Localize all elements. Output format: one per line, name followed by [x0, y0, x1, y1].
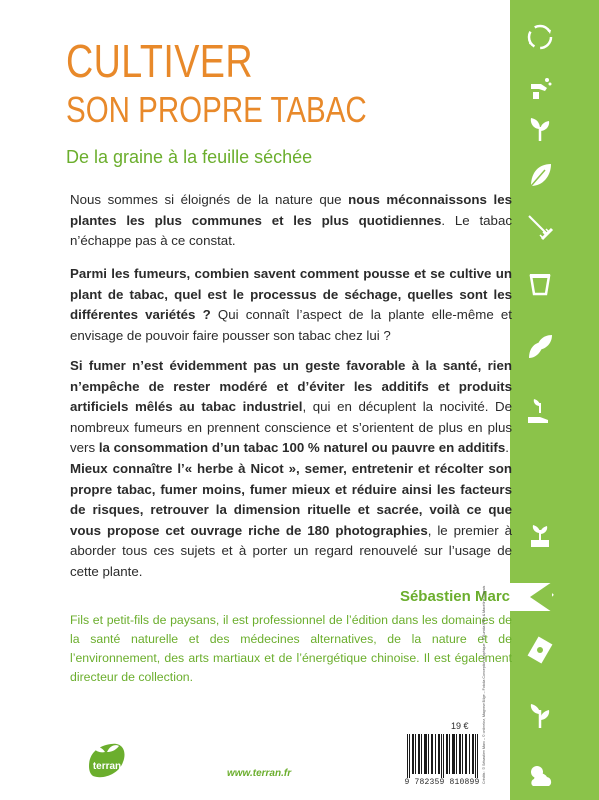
sun-cloud-icon: [525, 760, 555, 790]
isbn-number: 9 782359 810899: [404, 778, 480, 787]
author-band: [0, 583, 552, 611]
paragraph-1: Nous sommes si éloignés de la nature que nous méconnaissons les plantes les plus communes et les plus quotidiennes. Le tabac n’échappe pas à ce constat.: [70, 192, 513, 249]
seed-packet-icon: [525, 636, 555, 666]
paragraph-2: Parmi les fumeurs, combien savent comment pousse et se cultive un plant de tabac, quel est le processus de séchage, quelles sont les différentes variétés ? Qui connaît l’aspect de la plante elle-même et envisage de pouvoir faire pousser son tabac chez lui ?: [70, 266, 512, 343]
photo-credits: Crédits : © Sébastien Marc – © onlinekrz, Magnew Bilge – Fotolia Conception graphique : © Bunida Pillis & Macéline Clayais: [482, 585, 486, 784]
book-subtitle: De la graine à la feuille séchée: [66, 147, 313, 167]
recycle-icon: [525, 22, 555, 52]
author-arrow-icon: [530, 582, 552, 612]
rake-icon: [525, 212, 555, 242]
hand-plant-icon: [525, 397, 555, 427]
terran-logo: [83, 736, 131, 784]
pot-icon: [525, 268, 555, 298]
hand-seed-icon: [525, 72, 555, 102]
publisher-name: terran: [92, 761, 122, 772]
author-name: Sébastien Marc: [399, 588, 510, 605]
leaf-icon: [525, 160, 555, 190]
price: 19 €: [451, 721, 469, 731]
book-title-line1: CULTIVER: [66, 35, 254, 87]
leaves-icon: [525, 332, 555, 362]
sprout-box-icon: [525, 520, 555, 550]
paragraph-4: Mieux connaître l’« herbe à Nicot », semer, entretenir et récolter son propre tabac, fumer moins, fumer mieux et réduire ainsi les facteurs de risques, retrouver la dimension rituelle et sacrée, voilà ce que vous propose cet ouvrage riche de 180 photographies, le premier à aborder tous ces sujets et à porter un regard renouvelé sur l’usage de cette plante.: [70, 461, 512, 579]
sprout-icon: [525, 113, 555, 143]
isbn-barcode: [404, 734, 480, 778]
publisher-website[interactable]: www.terran.fr: [227, 768, 292, 779]
book-title-line2: SON PROPRE TABAC: [66, 89, 367, 130]
author-bio: Fils et petit-fils de paysans, il est professionnel de l’édition dans les domaines de la santé naturelle et des médecines alternatives, de la nature et de l’environnement, des arts martiaux et de l’énergétique chinoise. Il est également directeur de collection.: [70, 613, 512, 684]
paragraph-3: Si fumer n’est évidemment pas un geste favorable à la santé, rien n’empêche de rester modéré et d’éviter les additifs et produits artificiels mêlés au tabac industriel, qui en décuplent la nocivité. De nombreux fumeurs en prennent conscience et s’orientent de plus en plus vers la consommation d’un tabac 100 % naturel ou pauvre en additifs.: [70, 358, 512, 456]
seedling-icon: [525, 700, 555, 730]
